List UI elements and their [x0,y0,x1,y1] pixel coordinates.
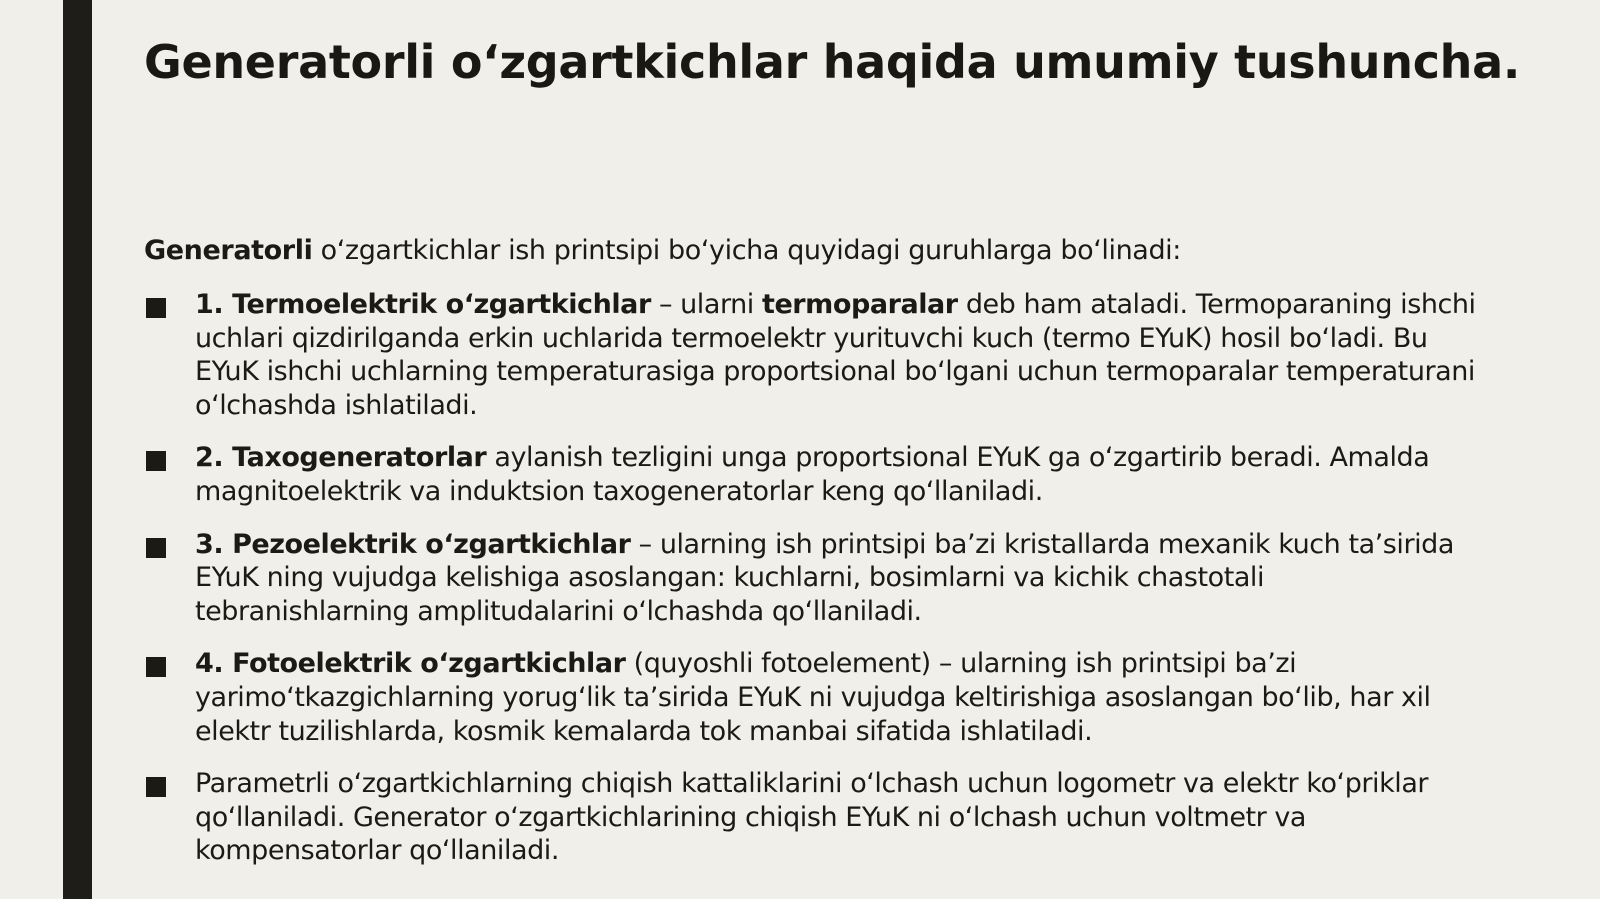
list-item [144,441,1484,508]
square-bullet-icon [146,298,166,318]
square-bullet-icon [146,538,166,558]
list-item [144,767,1484,868]
accent-sidebar-bar [63,0,92,899]
item-text: aylanish tezligini unga proportsional EYuK ga o‘zgartirib beradi. Amalda magnitoelektrik va induktsion taxogeneratorlar keng qo‘llaniladi. [195,442,1430,507]
square-bullet-icon [146,777,166,797]
slide-title: Generatorli o‘zgartkichlar haqida umumiy tushuncha. [144,35,1521,89]
item-text: – ularni [650,289,762,320]
intro-text: o‘zgartkichlar ish printsipi bo‘yicha quyidagi guruhlarga bo‘linadi: [312,235,1181,266]
item-text: (quyoshli fotoelement) – ularning ish printsipi ba’zi yarimo‘tkazgichlarning yorug‘lik ta’sirida EYuK ni vujudga keltirishiga asoslangan bo‘lib, har xil elektr tuzilishlarda, kosmik kemalarda tok manbai sifatida ishlatiladi. [195,648,1431,747]
list-item [144,647,1484,748]
item-heading: 2. Taxogeneratorlar [195,442,487,474]
intro-paragraph [144,234,1544,268]
item-heading: 1. Termoelektrik o‘zgartkichlar [195,289,651,320]
list-item [144,288,1484,422]
square-bullet-icon [146,451,166,471]
item-text: Parametrli o‘zgartkichlarning chiqish kattaliklarini o‘lchash uchun logometr va elektr ko‘priklar qo‘llaniladi. Generator o‘zgartkichlarining chiqish EYuK ni o‘lchash uchun voltmetr va kompensatorlar qo‘llaniladi. [195,768,1429,867]
bullet-list [144,288,1484,887]
item-heading: 3. Pezoelektrik o‘zgartkichlar [195,528,631,560]
intro-bold: Generatorli [144,235,313,266]
item-text: – ularning ish printsipi ba’zi kristallarda mexanik kuch ta’sirida EYuK ning vujudga kelishiga asoslangan: kuchlarni, bosimlarni va kichik chastotali tebranishlarning amplitudalarini o‘lchashda qo‘llaniladi. [195,528,1454,627]
item-text: deb ham ataladi. Termoparaning ishchi uchlari qizdirilganda erkin uchlarida termoelektr yurituvchi kuch (termo EYuK) hosil bo‘ladi. Bu EYuK ishchi uchlarning temperaturasiga proportsional bo‘lgani uchun termoparalar temperaturani o‘lchashda ishlatiladi. [195,289,1476,421]
item-heading: 4. Fotoelektrik o‘zgartkichlar [195,648,626,680]
square-bullet-icon [146,657,166,677]
list-item [144,528,1484,629]
item-emphasis: termoparalar [761,289,958,320]
